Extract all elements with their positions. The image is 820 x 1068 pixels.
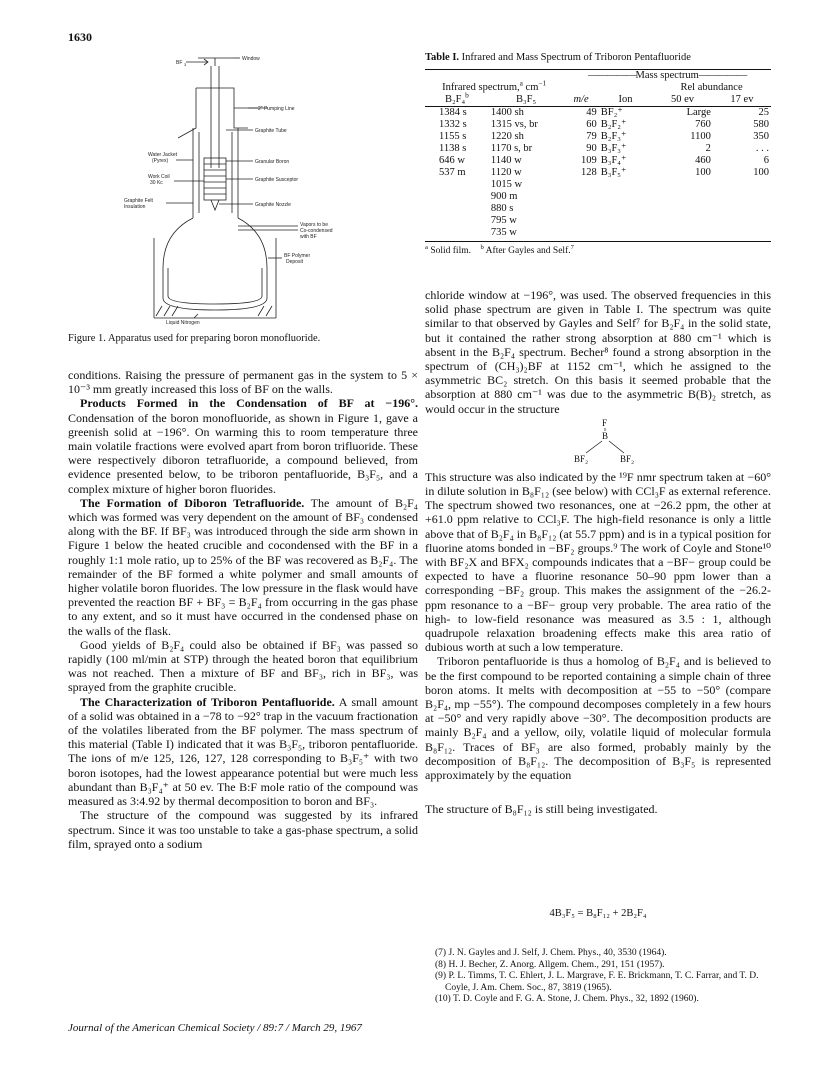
table-cell <box>599 191 652 203</box>
label-work-coil: Work Coil <box>148 174 170 180</box>
label-bf-polymer: BF Polymer <box>284 253 311 259</box>
table-cell <box>425 179 489 191</box>
label-water-jacket: Water Jacket <box>148 152 177 158</box>
table-cell: B₂F₂⁺ <box>600 119 627 130</box>
table-cell: 1384 s <box>439 107 467 118</box>
label-deposit: Deposit <box>286 259 303 265</box>
table-cell <box>652 179 713 191</box>
table-cell: 900 m <box>490 191 518 202</box>
table-cell <box>652 227 713 242</box>
table-cell: 1332 s <box>439 119 467 130</box>
decomposition-equation: 4B₃F₅ = B₈F₁₂ + 2B₂F₄ <box>549 908 647 919</box>
col-b3f5: B₃F₅ <box>516 94 537 105</box>
table-cell: B₃F₄⁺ <box>600 155 627 166</box>
label-kc: 30 Kc <box>150 180 163 186</box>
table-cell: 1015 w <box>490 179 523 190</box>
left-paragraph-1: conditions. Raising the pressure of permanent gas in the system to 5 × 10⁻³ mm greatly increased this loss of BF on the walls. <box>68 368 418 397</box>
table-cell <box>713 191 771 203</box>
table-cell <box>713 203 771 215</box>
apparatus-figure <box>68 48 418 328</box>
left-paragraph-6: The structure of the compound was suggested by its infrared spectrum. Since it was too unstable to take a gas-phase spectrum, a solid film, sprayed onto a sodium <box>68 808 418 851</box>
table-cell <box>563 203 598 215</box>
reference-8: (8) H. J. Becher, Z. Anorg. Allgem. Chem., 291, 151 (1957). <box>435 959 665 970</box>
table-cell <box>425 215 489 227</box>
table-number: Table I. <box>425 52 460 63</box>
ir-header: Infrared spectrum,$^a$ $cm^{-1}$ <box>442 78 547 93</box>
table-cell <box>713 227 771 242</box>
table-cell: 100 <box>753 167 769 178</box>
table-cell <box>425 227 489 242</box>
table-cell: 1315 vs, br <box>490 119 538 130</box>
col-50ev: 50 ev <box>670 94 695 105</box>
table-cell <box>652 203 713 215</box>
table-1 <box>425 52 771 256</box>
table-cell: 25 <box>758 107 769 118</box>
table-cell: . . . <box>755 143 769 154</box>
left-column <box>68 368 418 851</box>
table-cell <box>713 215 771 227</box>
table-cell: 880 s <box>490 203 514 214</box>
table-row <box>425 203 771 215</box>
col-ion: Ion <box>618 94 633 105</box>
label-vapors-3: with BF <box>300 234 317 240</box>
table-cell: 537 m <box>439 167 466 178</box>
table-cell: 1100 <box>690 131 711 142</box>
table-cell: B₃F₃⁺ <box>600 143 627 154</box>
right-column <box>425 288 771 817</box>
table-cell: 350 <box>753 131 769 142</box>
label-pumping-line: 2" Pumping Line <box>258 106 295 112</box>
label-graphite-nozzle: Graphite Nozzle <box>255 202 291 208</box>
references <box>425 948 771 1006</box>
table-cell: 1400 sh <box>490 107 524 118</box>
left-paragraph-4: Good yields of B₂F₄ could also be obtained if BF₃ was passed so rapidly (100 ml/min at STP) through the heated boron that equilibrium was not reached. Then a mixture of BF and BF₃, rich in BF₃, was sprayed from the graphite crucible. <box>68 637 418 695</box>
table-title <box>425 52 771 63</box>
reference-7: (7) J. N. Gayles and J. Self, J. Chem. Phys., 40, 3530 (1964). <box>435 948 667 958</box>
table-footnote: $^a$ Solid film. $^b$ After Gayles and Self.$^7$ <box>425 243 574 256</box>
mass-spectrum-header: —————Mass spectrum————— <box>588 70 747 81</box>
table-cell: BF₂⁺ <box>600 107 623 118</box>
table-cell <box>563 179 598 191</box>
right-paragraph-3: Triboron pentafluoride is thus a homolog of B₂F₄ and is believed to be the first compound to be reported containing a simple chain of three boron atoms. It melts with decomposition at −55 to −50° (compare B₂F₄, mp −55°). The compound decomposes completely in a few hours at −50° and very rapidly above −30°. The decomposition products are mainly B₂F₄ and a yellow, oily, volatile liquid of molecular formula B₈F₁₂. Traces of BF₃ are also formed, probably mainly by the decomposition of B₈F₁₂. The decomposition of B₃F₅ is represented approximately by the equation <box>425 654 771 783</box>
table-row <box>425 215 771 227</box>
section-heading-characterization: The Characterization of Triboron Pentafluoride. <box>80 694 335 709</box>
table-cell <box>713 179 771 191</box>
table-cell: Large <box>686 107 711 118</box>
structure-bf2-right: BF₂ <box>620 454 635 464</box>
label-graphite-felt: Graphite Felt <box>124 198 153 204</box>
table-cell: 2 <box>705 143 711 154</box>
table-cell: 735 w <box>489 227 563 242</box>
reference-9: (9) P. L. Timms, T. C. Ehlert, J. L. Margrave, F. E. Brickmann, T. C. Farrar, and T. D. Coyle, J. Am. Chem. Soc., 87, 3819 (1965). <box>435 971 759 993</box>
table-cell: 6 <box>763 155 769 166</box>
table-cell <box>652 215 713 227</box>
table-row <box>425 191 771 203</box>
table-cell: 1140 w <box>490 155 522 166</box>
table-cell: 100 <box>695 167 711 178</box>
table-cell <box>563 215 598 227</box>
label-granular-boron: Granular Boron <box>255 159 290 165</box>
table-cell: 580 <box>753 119 769 130</box>
rel-abundance-header: Rel abundance <box>680 82 743 93</box>
label-window: Window <box>242 56 260 62</box>
table-cell <box>563 191 598 203</box>
label-pyrex: (Pyrex) <box>152 158 169 164</box>
table-row <box>425 227 771 242</box>
col-b2f4: B₂F₄$^b$ <box>445 90 469 105</box>
table-cell <box>425 203 489 215</box>
col-17ev: 17 ev <box>730 94 754 105</box>
spectrum-table <box>425 69 771 242</box>
table-cell: 1170 s, br <box>490 143 533 154</box>
table-cell: 128 <box>581 167 597 178</box>
section-heading-formation: The Formation of Diboron Tetrafluoride. <box>80 495 305 510</box>
left-paragraph-3: The Formation of Diboron Tetrafluoride. The amount of B₂F₄ which was formed was very dependent on the amount of BF₃ condensed along with the BF. If BF₃ was introduced through the side arm shown in Figure 1 below the heated crucible and cocondensed with the BF in a roughly 1:1 mole ratio, up to 25% of the BF was recovered as B₂F₄. The remainder of the BF formed a white polymer and small amounts of higher volatile boron fluorides. The low pressure in the flask would have prevented the reaction BF + BF₃ = B₂F₄ from occurring in the gas phase to any extent, and so it must have occurred in the condensed phase on the walls of the flask. <box>68 495 418 638</box>
table-cell: 1120 w <box>490 167 522 178</box>
page-number: 1630 <box>68 30 92 44</box>
table-cell: B₂F₃⁺ <box>600 131 627 142</box>
table-title-text: Infrared and Mass Spectrum of Triboron Pentafluoride <box>461 52 691 63</box>
section-heading-products: Products Formed in the Condensation of BF at −196°. <box>80 396 418 411</box>
figure-caption: Figure 1. Apparatus used for preparing boron monofluoride. <box>68 333 321 344</box>
table-row <box>425 107 771 120</box>
label-vapors-1: Vapors to be <box>300 222 328 228</box>
label-insulation: Insulation <box>124 204 146 210</box>
table-cell: 795 w <box>490 215 517 226</box>
table-cell: B₃F₅⁺ <box>600 167 627 178</box>
label-graphite-tube: Graphite Tube <box>255 128 287 134</box>
left-paragraph-5: The Characterization of Triboron Pentafluoride. A small amount of a solid was obtained in a −78 to −92° trap in the vacuum fractionation of the volatiles liberated from the BF polymer. The mass spectrum of this material (Table I) indicated that it was B₃F₅, triboron pentafluoride. The ions of m/e 125, 126, 127, 128 corresponding to B₃F₅⁺ with two boron isotopes, had the lowest appearance potential but were much less abundant than B₃F₄⁺ at 50 ev. The B:F mole ratio of the compound was measured as 3:4.92 by thermal decomposition to boron and BF₃. <box>68 694 419 809</box>
label-bf3-sub: 3 <box>184 62 187 67</box>
table-cell <box>599 179 652 191</box>
table-row <box>425 179 771 191</box>
structure-diagram <box>560 418 650 466</box>
table-cell: 79 <box>586 131 597 142</box>
table-cell: 1138 s <box>439 143 467 154</box>
table-row <box>425 119 771 131</box>
table-cell: 109 <box>581 155 597 166</box>
structure-f: F <box>602 418 608 428</box>
table-row <box>425 155 771 167</box>
table-cell <box>563 227 598 242</box>
structure-bf2-left: BF₂ <box>574 454 589 464</box>
reference-10: (10) T. D. Coyle and F. G. A. Stone, J. Chem. Phys., 32, 1892 (1960). <box>435 994 699 1004</box>
table-cell <box>599 215 652 227</box>
journal-footer: Journal of the American Chemical Society / 89:7 / March 29, 1967 <box>68 1022 362 1034</box>
table-cell: 1155 s <box>439 131 467 142</box>
structure-b: B <box>602 431 609 441</box>
label-bf3: BF <box>176 60 183 66</box>
table-cell: 1220 sh <box>490 131 524 142</box>
table-cell <box>652 191 713 203</box>
table-cell: 90 <box>586 143 597 154</box>
table-row <box>425 167 771 179</box>
right-paragraph-1: chloride window at −196°, was used. The observed frequencies in this solid phase spectrum are given in Table I. The spectrum was quite similar to that observed by Gayles and Self⁷ for B₂F₄ in the solid state, but it contained the rather strong absorption at 880 cm⁻¹ which is absent in the B₂F₄ spectrum. Becher⁸ found a strong absorption in the spectrum of (CH₃)₂BF at 1152 cm⁻¹, which he assigned to the asymmetric BC₂ stretch. On this basis it seemed probable that the absorption at 880 cm⁻¹ was due to the asymmetric B(B)₂ stretch, as would occur in the structure <box>425 288 771 416</box>
table-cell: 49 <box>586 107 597 118</box>
label-liquid-nitrogen: Liquid Nitrogen <box>166 320 200 326</box>
col-me: m/e <box>573 94 589 105</box>
label-graphite-susceptor: Graphite Susceptor <box>255 177 299 183</box>
right-paragraph-2: This structure was also indicated by the ¹⁹F nmr spectrum taken at −60° in dilute solution in B₈F₁₂ (see below) with CCl₃F as external reference. The spectrum showed two resonances, one at −26.2 ppm, the other at +61.0 ppm relative to CCl₃F. The high-field resonance is only a little above that of B₂F₄ in B₈F₁₂ (at 55.7 ppm) and is in a typical position for fluorine atoms bonded in −BF₂ groups.⁹ The work of Coyle and Stone¹⁰ with BF₂X and BFX₂ compounds indicates that a −BF− group could be expected to have a fluorine resonance 50–90 ppm lower than a corresponding −BF₂ group. This makes the assignment of the −26.2-ppm resonance to a −BF− group very probable. The area ratio of the high- to low-field resonance was measured as 3.5 : 1, although quadrupole relaxation broadening effects make this area ratio of dubious worth at such a low temperature. <box>425 469 771 655</box>
table-cell: 646 w <box>439 155 465 166</box>
table-cell: 60 <box>586 119 597 130</box>
table-row <box>425 131 771 143</box>
table-row <box>425 143 771 155</box>
table-cell <box>599 227 652 242</box>
table-cell: 760 <box>695 119 711 130</box>
apparatus-drawing <box>68 48 418 328</box>
table-cell <box>599 203 652 215</box>
right-paragraph-4: The structure of B₈F₁₂ is still being investigated. <box>425 802 658 817</box>
label-vapors-2: Co-condensed <box>300 228 333 234</box>
left-paragraph-2: Products Formed in the Condensation of BF at −196°. Condensation of the boron monofluoride, as shown in Figure 1, gave a greenish solid at −196°. On warming this to room temperature three main volatile fractions were evolved apart from boron trifluoride. These were respectively diboron tetrafluoride, a compound believed, from evidence presented below, to be triboron pentafluoride, B₃F₅, and a complex mixture of higher boron fluorides. <box>68 396 418 496</box>
table-cell: 460 <box>695 155 711 166</box>
table-cell <box>425 191 489 203</box>
